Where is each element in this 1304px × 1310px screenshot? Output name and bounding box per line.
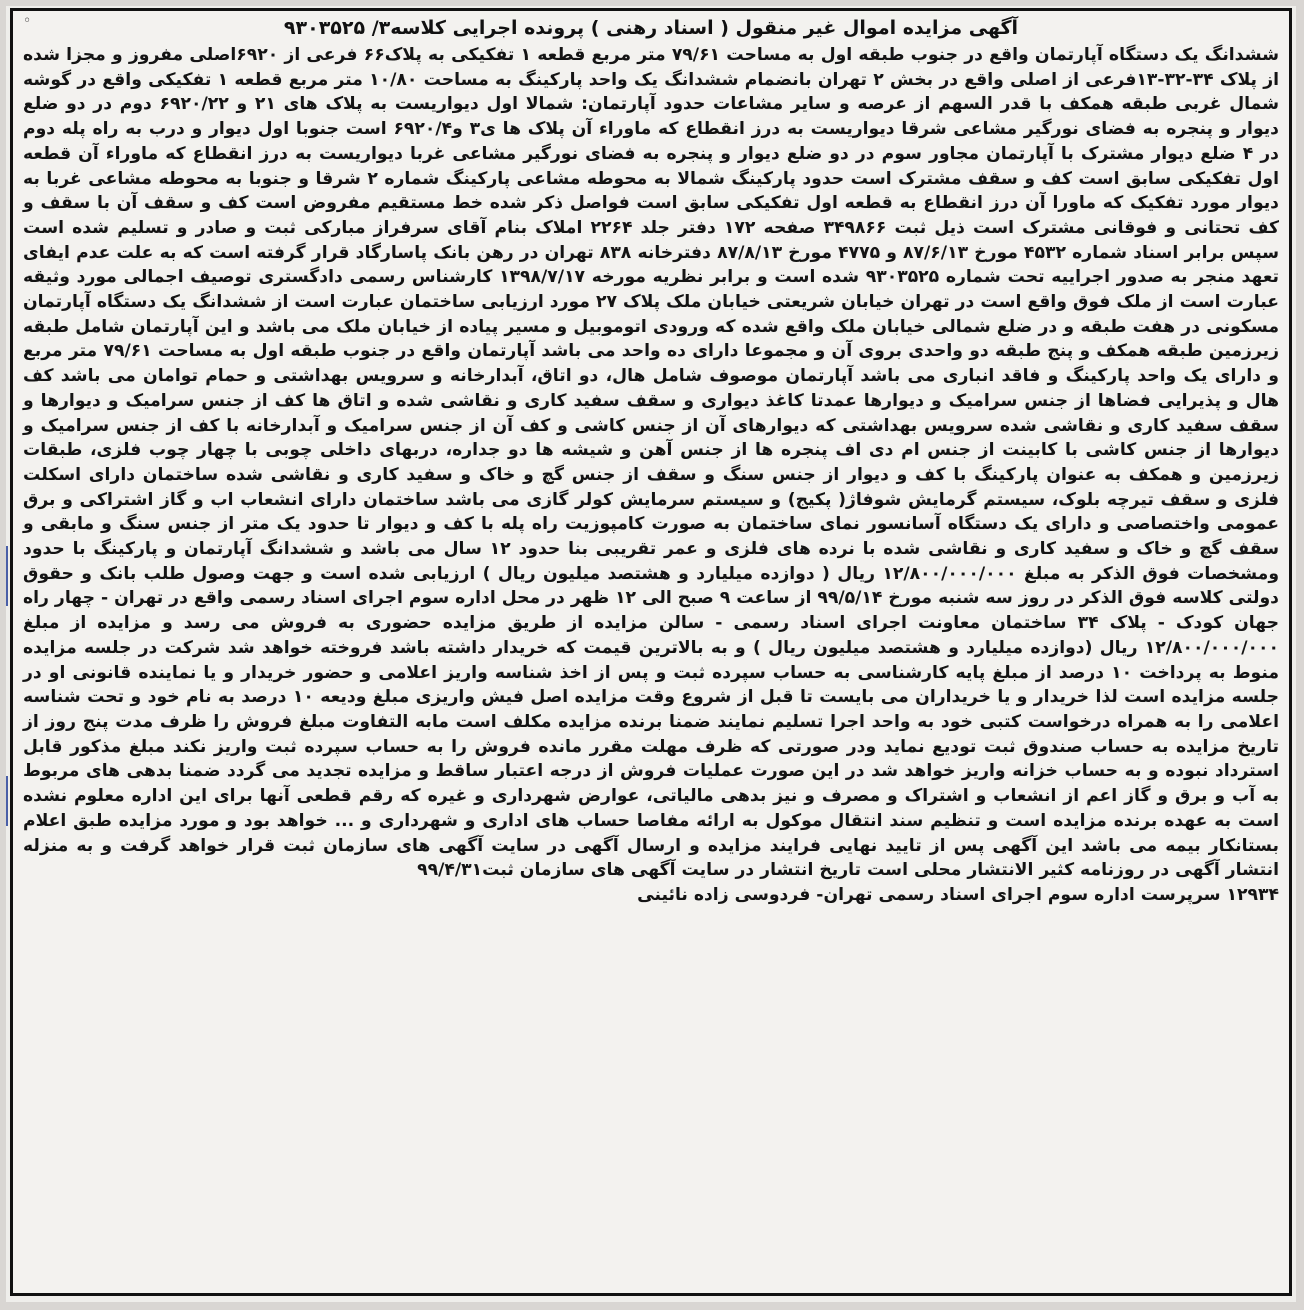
notice-signature: ۱۲۹۳۴ سرپرست اداره سوم اجرای اسناد رسمی تهران- فردوسی زاده نائینی	[637, 884, 1279, 905]
corner-mark: ◦	[23, 13, 32, 29]
notice-title: آگهی مزایده اموال غیر منقول ( اسناد رهنی ) پرونده اجرایی کلاسه۳/ ۹۳۰۳۵۲۵	[283, 17, 1019, 39]
newspaper-clipping	[6, 6, 1296, 1302]
auction-notice	[10, 8, 1292, 1296]
notice-body: ششدانگ یک دستگاه آپارتمان واقع در جنوب طبقه اول به مساحت ۷۹/۶۱ متر مربع قطعه ۱ تفکیکی به پلاک۶۶ فرعی از ۶۹۲۰اصلی مفروز و مجزا شده از پلاک ۳۴-۳۲-۱۳فرعی از اصلی واقع در بخش ۲ تهران بانضمام ششدانگ یک واحد پارکینگ به مساحت ۱۰/۸۰ متر مربع قطعه ۱ تفکیکی واقع در گوشه شمال غربی طبقه همکف با قدر السهم از عرصه و سایر مشاعات حدود آپارتمان: شمالا اول دیواریست به پلاک های ۲۱ و ۶۹۲۰/۲۲ دوم در دو ضلع دیوار و پنجره به فضای نورگیر مشاعی شرقا دیواریست به درز انقطاع که ماوراء آن پلاک ها ی۳ و۶۹۲۰/۴ است جنوبا اول دیوار و درب به راه پله دوم در ۴ ضلع دیوار مشترک با آپارتمان مجاور سوم در دو ضلع دیوار و پنجره به فضای نورگیر مشاعی غربا دیواریست به درز انقطاع که ماوراء آن قطعه اول تفکیکی سابق است کف و سقف مشترک است حدود پارکینگ شمالا به محوطه مشاعی پارکینگ شماره ۲ شرقا و جنوبا به محوطه مشاعی غربا به دیوار مورد تفکیک که ماورا آن درز انقطاع به قطعه اول تفکیکی سابق است فواصل ذکر شده خط مستقیم مفروض است کف و سقف آن با سقف و کف تحتانی و فوقانی مشترک است ذیل ثبت ۳۴۹۸۶۶ صفحه ۱۷۲ دفتر جلد ۲۲۶۴ املاک بنام آقای سرفراز مبارکی ثبت و صادر و تسلیم شده است سپس برابر اسناد شماره ۴۵۳۲ مورخ ۸۷/۶/۱۳ و ۴۷۷۵ مورخ ۸۷/۸/۱۳ دفترخانه ۸۳۸ تهران در رهن بانک پاسارگاد قرار گرفته است که به علت عدم ایفای تعهد منجر به صدور اجراییه تحت شماره ۹۳۰۳۵۲۵ شده است و برابر نظریه مورخه ۱۳۹۸/۷/۱۷ کارشناس رسمی دادگستری توصیف اجمالی مورد وثیقه عبارت است از ملک فوق واقع است در تهران خیابان شریعتی خیابان ملک پلاک ۲۷ مورد ارزیابی ساختمان عبارت است از ششدانگ یک دستگاه آپارتمان مسکونی در هفت طبقه و در ضلع شمالی خیابان ملک واقع شده که ورودی اتوموبیل و مسیر پیاده از خیابان ملک می باشد و این آپارتمان شامل طبقه زیرزمین طبقه همکف و پنج طبقه دو واحدی بروی آن و مجموعا دارای ده واحد می باشد آپارتمان واقع در جنوب طبقه اول به مساحت ۷۹/۶۱ متر مربع و دارای یک واحد پارکینگ و فاقد انباری می باشد آپارتمان موصوف شامل هال، دو اتاق، آبدارخانه و سرویس بهداشتی و حمام توامان می باشد کف هال و پذیرایی فضاها از جنس سرامیک و دیوارها عمدتا کاغذ دیواری و سقف سفید کاری و نقاشی شده و اتاق ها کف از جنس سرامیک و دیوارها و سقف سفید کاری و نقاشی شده سرویس بهداشتی که دیوارهای آن از جنس کاشی و کف آن از جنس سرامیک و آبدارخانه با کف از جنس سرامیک و دیوارها از جنس کاشی با کابینت از جنس ام دی اف پنجره ها از جنس آهن و شیشه ها دو جداره، دربهای داخلی چوبی با چهار چوب فلزی، طبقات زیرزمین و همکف به عنوان پارکینگ با کف و دیوار از جنس سنگ و سقف از جنس گچ و خاک و سفید کاری و نقاشی شده ساختمان دارای اسکلت فلزی و سقف تیرچه بلوک، سیستم گرمایش شوفاژ( پکیج) و سیستم سرمایش کولر گازی می باشد ساختمان دارای انشعاب اب و گاز اشتراکی و برق عمومی واختصاصی و دارای یک دستگاه آسانسور نمای ساختمان به صورت کامپوزیت راه پله با کف و دیوار تا حدود یک متر از جنس سنگ و مابقی و سقف گچ و خاک و سفید کاری و نقاشی شده با نرده های فلزی و عمر تقریبی بنا حدود ۱۲ سال می باشد و ششدانگ آپارتمان و پارکینگ با حدود ومشخصات فوق الذکر به مبلغ ۱۲/۸۰۰/۰۰۰/۰۰۰ ریال ( دوازده میلیارد و هشتصد میلیون ریال ) ارزیابی شده است و جهت وصول طلب بانک و حقوق دولتی کلاسه فوق الذکر در روز سه شنبه مورخ ۹۹/۵/۱۴ از ساعت ۹ صبح الی ۱۲ ظهر در محل اداره سوم اجرای اسناد رسمی واقع در تهران - چهار راه جهان کودک - پلاک ۳۴ ساختمان معاونت اجرای اسناد رسمی - سالن مزایده از طریق مزایده حضوری به فروش می رسد و مزایده از مبلغ ۱۲/۸۰۰/۰۰۰/۰۰۰ ریال (دوازده میلیارد و هشتصد میلیون ریال ) و به بالاترین قیمت که خریدار داشته باشد فروخته خواهد شد شرکت در جلسه مزایده منوط به پرداخت ۱۰ درصد از مبلغ پایه کارشناسی به حساب سپرده ثبت و پس از اخذ شناسه واریز اعلامی و حضور خریدار و یا نماینده قانونی او در جلسه مزایده است لذا خریدار و یا خریداران می بایست تا قبل از شروع وقت مزایده اصل فیش واریزی مبلغ ودیعه ۱۰ درصد به نام خود و تحت شناسه اعلامی را به همراه درخواست کتبی خود به واحد اجرا تسلیم نمایند ضمنا برنده مزایده مکلف است مابه التفاوت مبلغ فروش را ظرف مدت پنج روز از تاریخ مزایده به حساب صندوق ثبت تودیع نماید ودر صورتی که ظرف مهلت مقرر مانده فروش را به حساب سپرده ثبت واریز نکند مبلغ مذکور قابل استرداد نبوده و به حساب خزانه واریز خواهد شد در این صورت عملیات فروش از درجه اعتبار ساقط و مزایده تجدید می گردد ضمنا بدهی های مربوط به آب و برق و گاز اعم از انشعاب و اشتراک و مصرف و نیز بدهی مالیاتی، عوارض شهرداری و غیره که رقم قطعی آنها برای این اداره معلوم نشده است به عهده برنده مزایده است و تنظیم سند انتقال موکول به ارائه مفاصا حساب های اداری و شهرداری و ... خواهد بود و مورد مزایده طبق اعلام بستانکار بیمه می باشد این آگهی پس از تایید نهایی فرایند مزایده و ارسال آگهی در سایت آگهی های سازمان ثبت قرار خواهد گرفت و به منزله انتشار آگهی در روزنامه کثیر الانتشار محلی است تاریخ انتشار در سایت آگهی های سازمان ثبت۹۹/۴/۳۱	[23, 45, 1280, 881]
